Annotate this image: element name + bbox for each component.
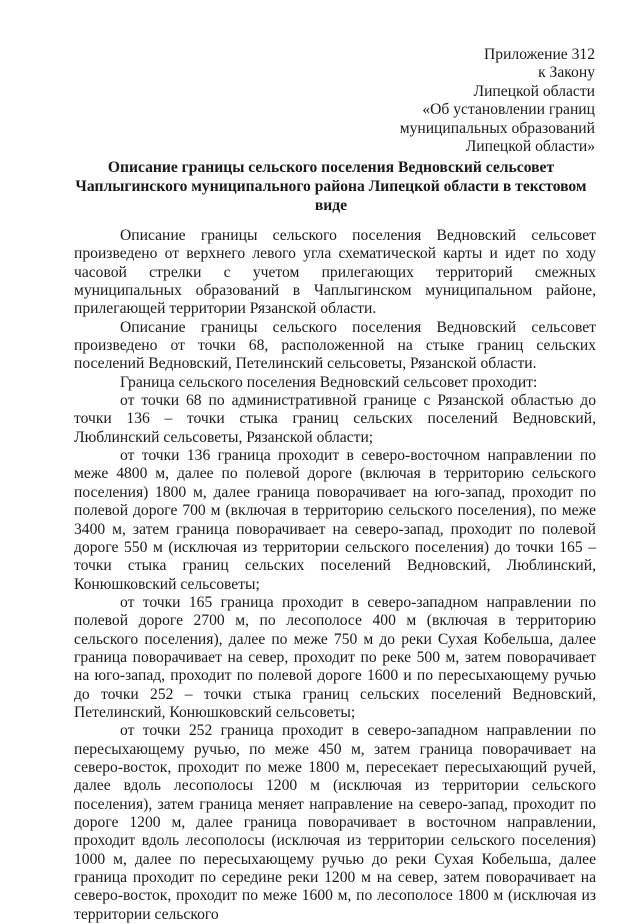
body-paragraph: Граница сельского поселения Ведновский сельсовет проходит: <box>120 373 538 391</box>
body-paragraph: от точки 136 граница проходит в северо-восточном направлении по меже 4800 м, далее по полевой дороге (включая в территорию сельского поселения) 1800 м, далее граница поворачивает на юго-запад, проходит по полевой дороге 700 м (включая в территорию сельского поселения), по меже 3400 м, затем граница поворачивает на северо-запад, проходит по полевой дороге 550 м (исключая из территории сельского поселения) до точки 165 – точки стыка границ сельских поселений Ведновский, Люблинский, Конюшковский сельсоветы; <box>74 447 596 593</box>
annex-line: муниципальных образований <box>399 119 595 137</box>
annex-line: «Об установлении границ <box>422 101 595 119</box>
annex-line: Приложение 312 <box>484 46 595 63</box>
document-body <box>74 227 596 924</box>
document-title <box>75 158 587 215</box>
annex-line: Липецкой области» <box>465 138 595 156</box>
title-line: виде <box>314 197 348 214</box>
title-line: Чаплыгинского муниципального района Липецкой области в текстовом <box>75 178 587 195</box>
annex-line: Липецкой области <box>473 82 595 100</box>
body-paragraph: от точки 68 по административной границе с Рязанской областью до точки 136 – точки стыка границ сельских поселений Ведновский, Люблинский сельсоветы, Рязанской области; <box>74 392 596 446</box>
body-paragraph: Описание границы сельского поселения Ведновский сельсовет произведено от точки 68, расположенной на стыке границ сельских поселений Ведновский, Петелинский сельсоветы, Рязанской области. <box>74 318 596 373</box>
annex-line: к Закону <box>538 64 595 82</box>
body-paragraph: от точки 165 граница проходит в северо-западном направлении по полевой дороге 2700 м, по лесополосе 400 м (включая в территорию сельского поселения), далее по меже 750 м до реки Сухая Кобельша, далее граница поворачивает на север, проходит по реке 500 м, затем поворачивает на юго-запад, проходит по полевой дороге 1600 и по пересыхающему ручью до точки 252 – точки стыка границ сельских поселений Ведновский, Петелинский, Конюшковский сельсоветы; <box>74 593 596 721</box>
title-line: Описание границы сельского поселения Ведновский сельсовет <box>107 159 555 176</box>
annex-block <box>335 46 595 156</box>
body-paragraph: от точки 252 граница проходит в северо-западном направлении по пересыхающему ручью, по меже 450 м, затем граница поворачивает на северо-восток, проходит по меже 1800 м, пересекает пересыхающий ручей, далее вдоль лесополосы 1200 м (исключая из территории сельского поселения), затем граница меняет направление на северо-запад, проходит по дороге 1200 м, далее граница поворачивает в восточном направлении, проходит вдоль лесополосы (исключая из территории сельского поселения) 1000 м, далее по пересыхающему ручью до реки Сухая Кобельша, далее граница проходит по середине реки 1200 м на север, затем поворачивает на северо-восток, проходит по меже 1600 м, по лесополосе 1800 м (исключая из территории сельского <box>74 722 596 923</box>
body-paragraph: Описание границы сельского поселения Ведновский сельсовет произведено от верхнего левого угла схематической карты и идет по ходу часовой стрелки с учетом прилегающих территорий смежных муниципальных образований в Чаплыгинском муниципальном районе, прилегающей территории Рязанской области. <box>74 227 596 318</box>
